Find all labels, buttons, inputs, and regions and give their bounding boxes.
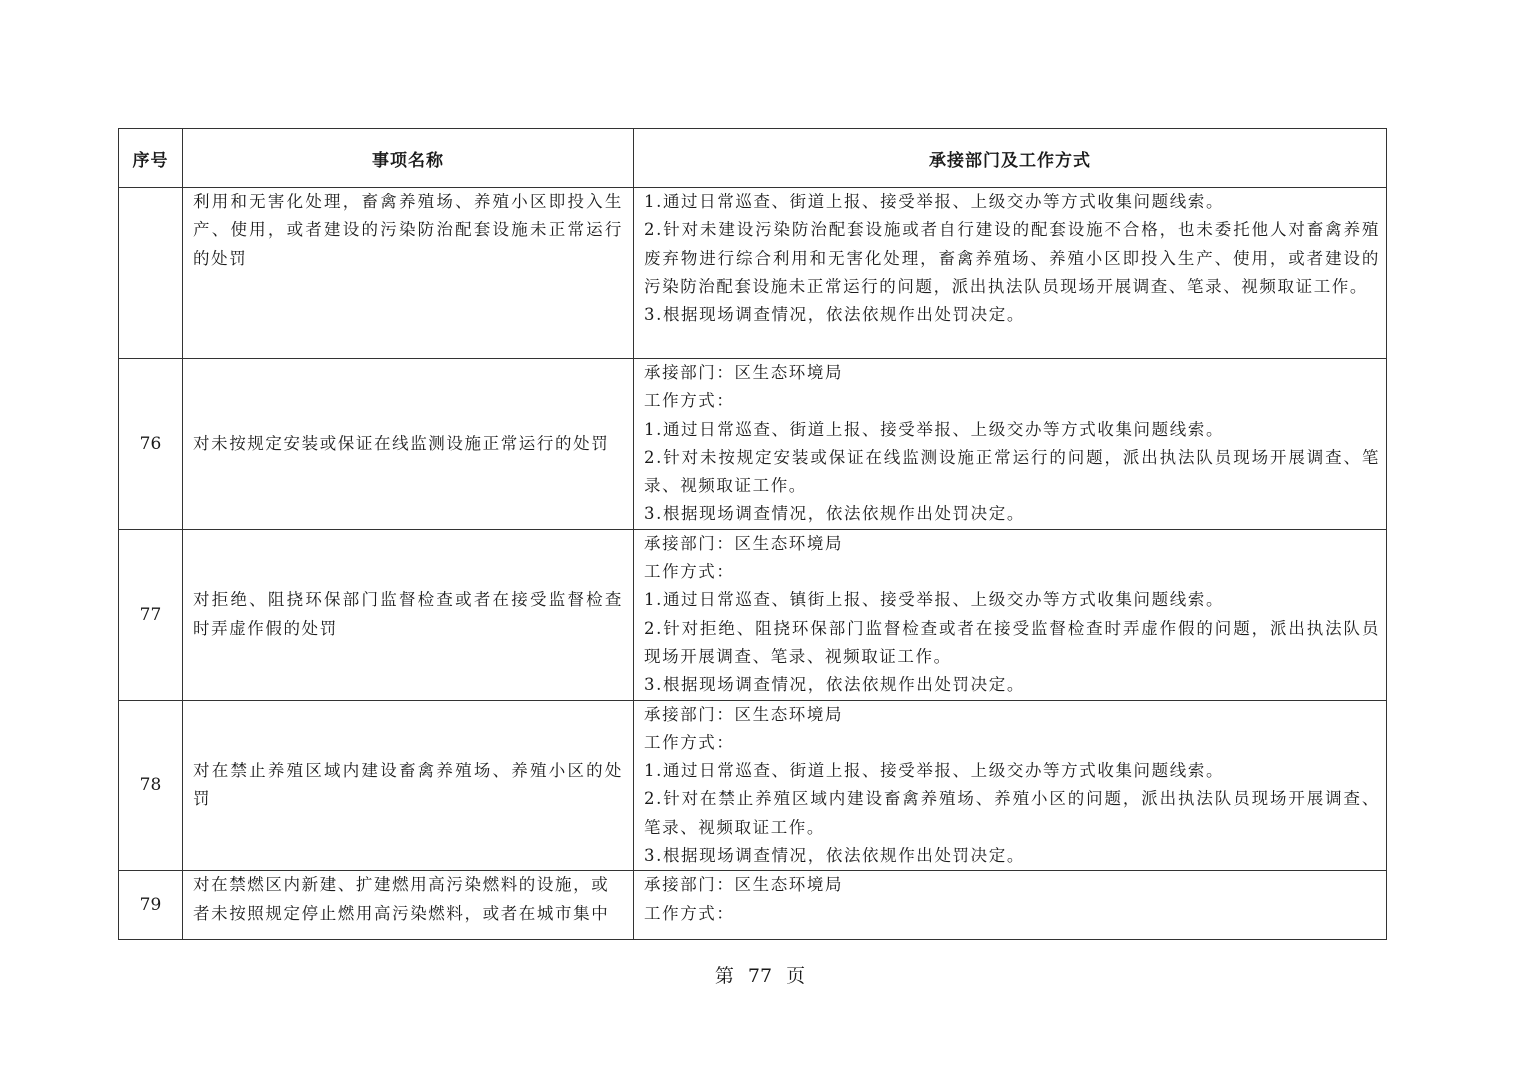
matter-name-cell xyxy=(183,188,634,359)
page-number-footer xyxy=(0,962,1520,990)
method-step-1: 1.通过日常巡查、街道上报、接受举报、上级交办等方式收集问题线索。 xyxy=(644,192,1225,211)
department-method-cell xyxy=(634,700,1387,871)
table-row xyxy=(119,529,1387,700)
method-label: 工作方式： xyxy=(644,391,735,411)
matter-name-cell xyxy=(183,871,634,940)
matters-table xyxy=(118,128,1387,940)
department-method-cell xyxy=(634,188,1387,359)
matter-name-cell xyxy=(183,700,634,871)
matter-name-cell xyxy=(183,529,634,700)
department-label: 承接部门：区生态环境局 xyxy=(644,704,844,724)
serial-number-cell: 76 xyxy=(119,359,183,530)
page-number-prefix: 第 xyxy=(714,965,734,987)
serial-number-cell xyxy=(119,188,183,359)
method-step-2: 2.针对拒绝、阻挠环保部门监督检查或者在接受监督检查时弄虚作假的问题，派出执法队员现场开展调查、笔录、视频取证工作。 xyxy=(644,618,1380,666)
method-step-1: 1.通过日常巡查、街道上报、接受举报、上级交办等方式收集问题线索。 xyxy=(644,761,1225,781)
method-label: 工作方式： xyxy=(644,562,735,582)
table-header-row xyxy=(119,129,1387,188)
department-method-cell xyxy=(634,529,1387,700)
matter-name-text: 对未按规定安装或保证在线监测设施正常运行的处罚 xyxy=(193,433,610,453)
page-number: 77 xyxy=(747,965,773,987)
header-serial-number: 序号 xyxy=(119,129,183,188)
department-method-cell xyxy=(634,359,1387,530)
serial-number-cell: 78 xyxy=(119,700,183,871)
header-department-and-method: 承接部门及工作方式 xyxy=(634,129,1387,188)
department-label: 承接部门：区生态环境局 xyxy=(644,875,844,895)
matter-name-text: 利用和无害化处理，畜禽养殖场、养殖小区即投入生产、使用，或者建设的污染防治配套设施未正常运行的处罚 xyxy=(193,192,623,268)
method-step-3: 3.根据现场调查情况，依法依规作出处罚决定。 xyxy=(644,846,1025,866)
method-label: 工作方式： xyxy=(644,903,735,923)
method-step-1: 1.通过日常巡查、镇街上报、接受举报、上级交办等方式收集问题线索。 xyxy=(644,590,1225,610)
serial-number-cell: 79 xyxy=(119,871,183,940)
page-number-suffix: 页 xyxy=(786,965,806,987)
matter-name-text: 对在禁止养殖区域内建设畜禽养殖场、养殖小区的处罚 xyxy=(193,761,623,809)
matter-name-cell xyxy=(183,359,634,530)
method-step-1: 1.通过日常巡查、街道上报、接受举报、上级交办等方式收集问题线索。 xyxy=(644,419,1225,439)
table-row xyxy=(119,700,1387,871)
method-step-3: 3.根据现场调查情况，依法依规作出处罚决定。 xyxy=(644,504,1025,524)
table-row xyxy=(119,871,1387,940)
matter-name-line: 对在禁燃区内新建、扩建燃用高污染燃料的设施，或 xyxy=(193,875,610,895)
serial-number-cell: 77 xyxy=(119,529,183,700)
matter-name-line: 者未按照规定停止燃用高污染燃料，或者在城市集中 xyxy=(193,903,610,923)
method-step-3: 3.根据现场调查情况，依法依规作出处罚决定。 xyxy=(644,305,1025,325)
method-step-3: 3.根据现场调查情况，依法依规作出处罚决定。 xyxy=(644,675,1025,695)
table-row xyxy=(119,359,1387,530)
department-label: 承接部门：区生态环境局 xyxy=(644,533,844,553)
department-method-cell xyxy=(634,871,1387,940)
method-step-2: 2.针对在禁止养殖区域内建设畜禽养殖场、养殖小区的问题，派出执法队员现场开展调查、笔录、视频取证工作。 xyxy=(644,789,1380,837)
method-step-2: 2.针对未建设污染防治配套设施或者自行建设的配套设施不合格，也未委托他人对畜禽养殖废弃物进行综合利用和无害化处理，畜禽养殖场、养殖小区即投入生产、使用，或者建设的污染防治配套设施未正常运行的问题，派出执法队员现场开展调查、笔录、视频取证工作。 xyxy=(644,220,1380,296)
header-matter-name: 事项名称 xyxy=(183,129,634,188)
department-label: 承接部门：区生态环境局 xyxy=(644,363,844,382)
method-label: 工作方式： xyxy=(644,732,735,752)
method-step-2: 2.针对未按规定安装或保证在线监测设施正常运行的问题，派出执法队员现场开展调查、笔录、视频取证工作。 xyxy=(644,447,1380,496)
matter-name-text: 对拒绝、阻挠环保部门监督检查或者在接受监督检查时弄虚作假的处罚 xyxy=(193,590,623,638)
table-row xyxy=(119,188,1387,359)
